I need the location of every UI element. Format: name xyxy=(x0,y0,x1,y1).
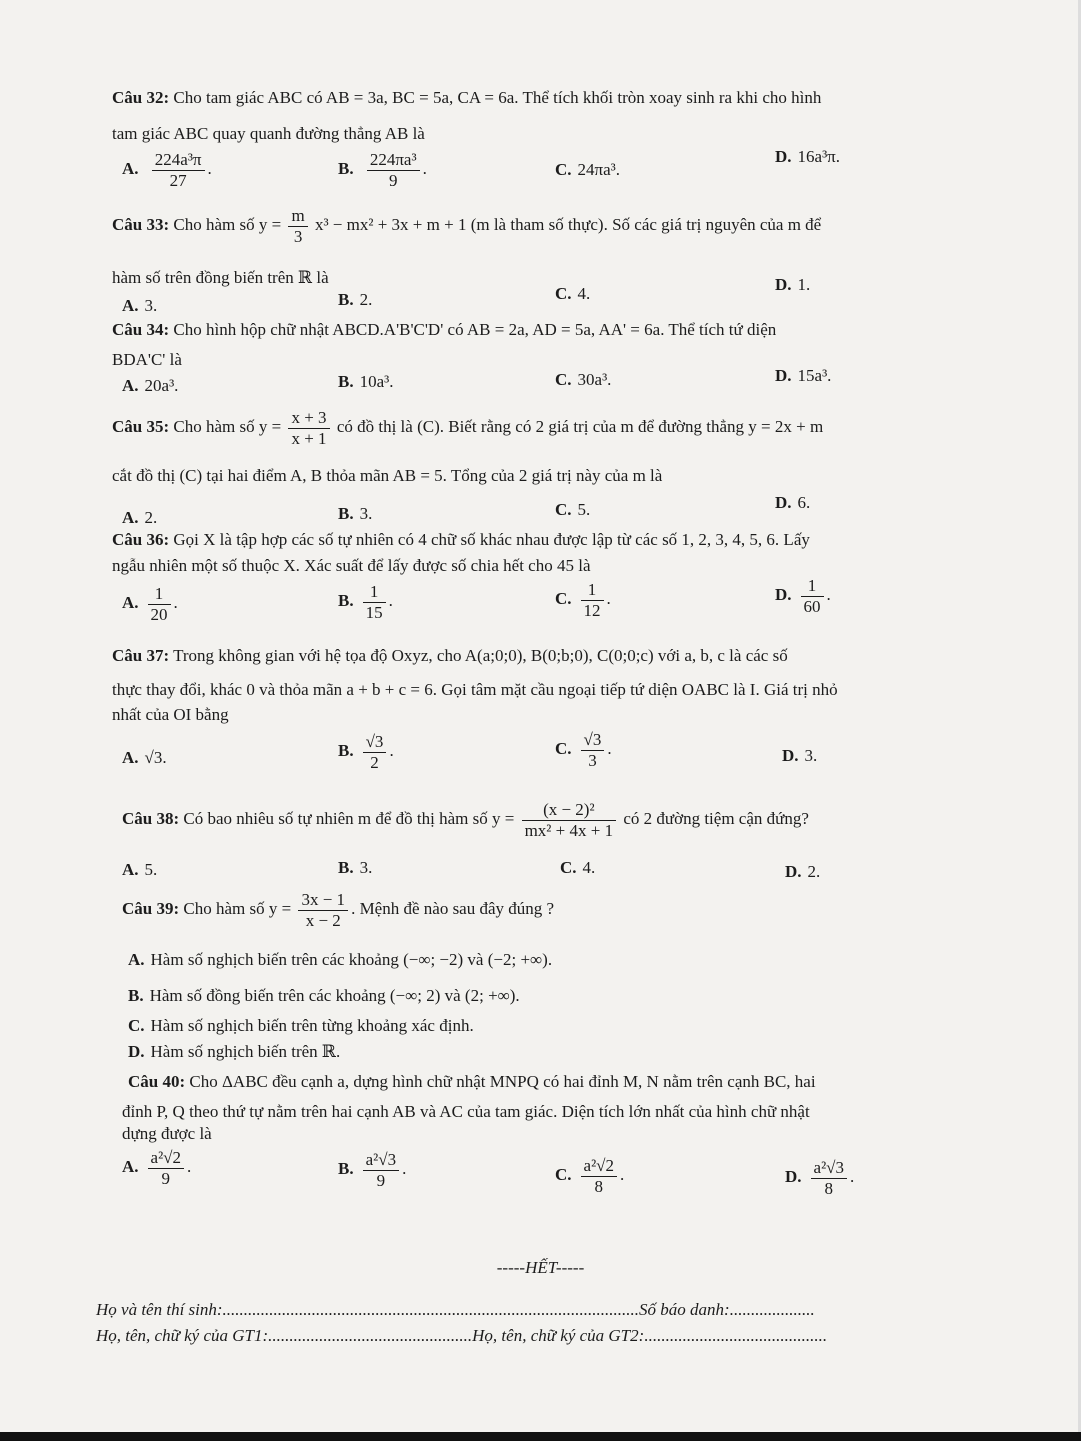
proctor1-label: Họ, tên, chữ ký của GT1: xyxy=(96,1326,269,1345)
fraction: $\frac{√3}{2}$ xyxy=(363,732,387,772)
question-34: Câu 34: Cho hình hộp chữ nhật ABCD.A'B'C'D' có AB = 2a, AD = 5a, AA' = 6a. Thể tích tứ diện xyxy=(112,320,777,339)
question-32-cont: tam giác ABC quay quanh đường thẳng AB là xyxy=(112,124,425,143)
candidate-name-label: Họ và tên thí sinh: xyxy=(96,1300,223,1319)
option-a: A. Hàm số nghịch biến trên các khoảng (−∞; −2) và (−2; +∞). xyxy=(128,950,553,969)
option-d: D. $\frac{\text{a²√3}}{8}$ . xyxy=(785,1158,855,1198)
question-35: Câu 35: Cho hàm số y = $\frac{x + 3}{x + 1}$ có đồ thị là (C). Biết rằng có 2 giá trị của m để đường thẳng y = 2x + m xyxy=(112,408,824,448)
question-label: Câu 32: xyxy=(112,88,170,107)
option-a: A. $\frac{\text{a²√2}}{9}$ . xyxy=(122,1148,192,1188)
option-b: B. $\frac{\text{224πa³}}{9}$ . xyxy=(338,150,427,190)
question-label: Câu 40: xyxy=(128,1072,186,1091)
option-b: B. Hàm số đồng biến trên các khoảng (−∞; 2) và (2; +∞). xyxy=(128,986,520,1005)
question-35-cont: cắt đồ thị (C) tại hai điểm A, B thỏa mãn AB = 5. Tổng của 2 giá trị này của m là xyxy=(112,466,663,485)
question-40-cont2: dựng được là xyxy=(122,1124,212,1143)
option-c: C. Hàm số nghịch biến trên từng khoảng xác định. xyxy=(128,1016,474,1035)
proctor2-label: Họ, tên, chữ ký của GT2: xyxy=(472,1326,645,1345)
option-c: C. $\frac{\text{a²√2}}{8}$ . xyxy=(555,1156,625,1196)
question-label: Câu 39: xyxy=(122,898,180,918)
question-label: Câu 35: xyxy=(112,416,170,436)
fraction: $\frac{3x - 1}{x - 2}$ xyxy=(298,890,348,930)
proctor1-field: ................................................ xyxy=(268,1326,473,1345)
fraction: $\frac{\text{a²√2}}{9}$ xyxy=(148,1148,184,1188)
question-33-cont: hàm số trên đồng biến trên ℝ là xyxy=(112,268,329,287)
fraction: $\frac{1}{12}$ xyxy=(581,580,604,620)
option-c: C. $\frac{1}{12}$ . xyxy=(555,580,611,620)
option-d: D. Hàm số nghịch biến trên ℝ. xyxy=(128,1042,341,1061)
fraction: $\frac{\text{224πa³}}{9}$ xyxy=(367,150,420,190)
option-a: A. 5. xyxy=(122,860,158,879)
option-a: A. $\frac{\text{224a³π}}{27}$ . xyxy=(122,150,212,190)
option-c: C. 5. xyxy=(555,500,591,519)
candidate-id-field: .................... xyxy=(729,1300,815,1319)
question-37-cont2: nhất của OI bằng xyxy=(112,705,229,724)
proctor2-field: ........................................... xyxy=(644,1326,828,1345)
footer-line-2 xyxy=(96,1326,827,1346)
option-d: D. 16a³π. xyxy=(775,147,841,166)
end-marker: -----HẾT----- xyxy=(496,1258,585,1277)
option-a: A. 3. xyxy=(122,296,158,315)
option-c: C. $\frac{√3}{3}$ . xyxy=(555,730,612,770)
question-33: Câu 33: Cho hàm số y = $\frac{m}{3}$ x³ − mx² + 3x + m + 1 (m là tham số thực). Số các giá trị nguyên của m để xyxy=(112,206,822,246)
question-37-cont: thực thay đổi, khác 0 và thỏa mãn a + b + c = 6. Gọi tâm mặt cầu ngoại tiếp tứ diện OABC là I. Giá trị nhỏ xyxy=(112,680,838,699)
question-39: Câu 39: Cho hàm số y = $\frac{3x - 1}{x - 2}$ . Mệnh đề nào sau đây đúng ? xyxy=(122,890,555,930)
option-d: D. $\frac{1}{60}$ . xyxy=(775,576,831,616)
option-d: D. 2. xyxy=(785,862,821,881)
option-b: B. $\frac{√3}{2}$ . xyxy=(338,732,394,772)
fraction: $\frac{\text{a²√3}}{9}$ xyxy=(363,1150,399,1190)
question-label: Câu 33: xyxy=(112,214,170,234)
question-37: Câu 37: Trong không gian với hệ tọa độ Oxyz, cho A(a;0;0), B(0;b;0), C(0;0;c) với a, b, c là các số xyxy=(112,646,788,665)
footer-line-1 xyxy=(96,1300,815,1320)
candidate-id-label: Số báo danh: xyxy=(639,1300,730,1319)
option-d: D. 15a³. xyxy=(775,366,832,385)
candidate-name-field: .................................................................................................. xyxy=(222,1300,640,1319)
option-c: C. 4. xyxy=(560,858,596,877)
option-c: C. 30a³. xyxy=(555,370,612,389)
fraction: $\frac{1}{20}$ xyxy=(148,584,171,624)
option-b: B. 3. xyxy=(338,504,373,523)
question-36: Câu 36: Gọi X là tập hợp các số tự nhiên có 4 chữ số khác nhau được lập từ các số 1, 2, 3, 4, 5, 6. Lấy xyxy=(112,530,810,549)
question-40: Câu 40: Cho ΔABC đều cạnh a, dựng hình chữ nhật MNPQ có hai đỉnh M, N nằm trên cạnh BC, hai xyxy=(128,1072,816,1091)
option-a: A. 20a³. xyxy=(122,376,179,395)
question-label: Câu 36: xyxy=(112,530,170,549)
option-b: B. $\frac{\text{a²√3}}{9}$ . xyxy=(338,1150,407,1190)
option-d: D. 6. xyxy=(775,493,811,512)
scan-bottom-bar xyxy=(0,1432,1081,1441)
question-40-cont: đỉnh P, Q theo thứ tự nằm trên hai cạnh AB và AC của tam giác. Diện tích lớn nhất của hình chữ nhật xyxy=(122,1102,810,1121)
question-text: Cho tam giác ABC có AB = 3a, BC = 5a, CA = 6a. Thể tích khối tròn xoay sinh ra khi cho hình xyxy=(173,88,822,107)
question-36-cont: ngẫu nhiên một số thuộc X. Xác suất để lấy được số chia hết cho 45 là xyxy=(112,556,591,575)
fraction: $\frac{x + 3}{x + 1}$ xyxy=(288,408,329,448)
option-c: C. 4. xyxy=(555,284,591,303)
fraction: $\frac{\text{(x − 2)²}}{\text{mx² + 4x + 1}}$ xyxy=(522,800,617,840)
option-b: B. 3. xyxy=(338,858,373,877)
question-34-cont: BDA'C' là xyxy=(112,350,182,369)
fraction: $\frac{1}{60}$ xyxy=(801,576,824,616)
fraction: $\frac{\text{a²√3}}{8}$ xyxy=(811,1158,847,1198)
fraction: $\frac{m}{3}$ xyxy=(288,206,307,246)
question-32 xyxy=(112,88,821,108)
fraction: $\frac{\text{224a³π}}{27}$ xyxy=(152,150,205,190)
option-d: D. 1. xyxy=(775,275,811,294)
question-label: Câu 34: xyxy=(112,320,170,339)
option-b: B. 10a³. xyxy=(338,372,394,391)
fraction: $\frac{1}{15}$ xyxy=(363,582,386,622)
question-label: Câu 38: xyxy=(122,808,180,828)
fraction: $\frac{\text{a²√2}}{8}$ xyxy=(581,1156,617,1196)
question-label: Câu 37: xyxy=(112,646,170,665)
question-38: Câu 38: Có bao nhiêu số tự nhiên m để đồ thị hàm số y = $\frac{\text{(x − 2)²}}{\text{mx² + 4x + 1}}$ có 2 đường tiệm cận đứng? xyxy=(122,800,809,840)
fraction: $\frac{√3}{3}$ xyxy=(581,730,605,770)
option-a: A. 2. xyxy=(122,508,158,527)
option-a: A. $\frac{1}{20}$ . xyxy=(122,584,178,624)
option-a: A. √3. xyxy=(122,748,167,767)
option-d: D. 3. xyxy=(782,746,818,765)
option-b: B. $\frac{1}{15}$ . xyxy=(338,582,393,622)
option-b: B. 2. xyxy=(338,290,373,309)
option-c: C. 24πa³. xyxy=(555,160,621,179)
